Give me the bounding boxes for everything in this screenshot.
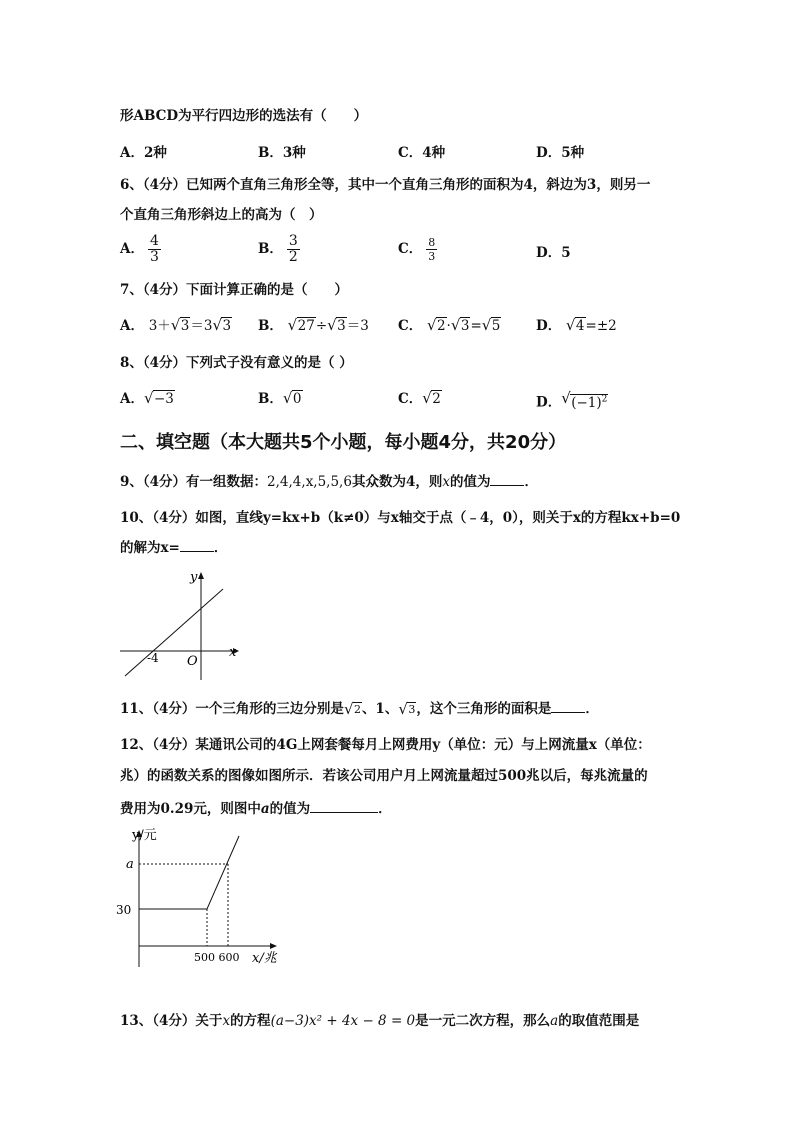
q11-prefix: 11、（4分）一个三角形的三边分别是 (120, 701, 344, 717)
q8-option-b (258, 389, 303, 409)
q11-answer-blank[interactable] (551, 698, 585, 713)
q7-c-operator: · (446, 318, 451, 334)
q8-option-b-label: B． (258, 391, 283, 407)
q10-line2-prefix: 的解为x= (120, 540, 180, 556)
q7-c-radicand2: 3 (460, 318, 470, 334)
q7-option-a-label: A． (120, 318, 144, 334)
q5-option-b: B．3种 (258, 145, 306, 161)
q9-post: 的值为 (449, 474, 491, 490)
q8-d-base: (−1) (571, 394, 602, 411)
q12-stem-line2: 兆）的函数关系的图像如图所示．若该公司用户月上网流量超过500兆以后，每兆流量的 (120, 768, 648, 784)
q11-radical1 (344, 700, 362, 720)
q13-mid: 的方程 (230, 1013, 271, 1029)
q13-end: 的取值范围是 (558, 1013, 640, 1029)
q8-a-radicand: −3 (153, 391, 174, 407)
q6-a-numerator: 4 (149, 233, 159, 249)
q10-origin-label: O (187, 654, 198, 669)
q8-option-d-label: D． (536, 394, 562, 411)
q8-option-a (120, 389, 175, 409)
q9-variable: x (442, 474, 450, 490)
q7-option-d (536, 316, 617, 336)
q12-stem-line1: 12、（4分）某通讯公司的4G上网套餐每月上网费用y（单位：元）与上网流量x（单位： (120, 737, 651, 753)
q6-option-d: D．5 (536, 245, 571, 261)
q7-b-radical2 (327, 316, 347, 336)
q12-stem-line3 (120, 798, 392, 819)
q12-variable-a: a (260, 801, 270, 817)
q8-a-radical (144, 389, 175, 409)
q7-a-prefix: 3＋ (148, 318, 171, 334)
q12-answer-blank[interactable] (310, 798, 378, 813)
q6-c-numerator: 8 (428, 236, 436, 249)
q7-a-radicand2: 3 (222, 318, 232, 334)
q11-end: ． (585, 701, 599, 717)
q6-option-c-label: C． (398, 241, 423, 257)
q8-stem: 8、（4分）下列式子没有意义的是（ ） (120, 355, 353, 371)
q8-option-c (398, 389, 442, 409)
q12-30-label: 30 (116, 903, 132, 917)
q6-b-numerator: 3 (288, 233, 298, 249)
q7-d-radicand: 4 (575, 318, 585, 334)
q10-line-graph (125, 589, 223, 676)
q13-variable-a: a (550, 1013, 559, 1029)
q9-answer-blank[interactable] (490, 471, 524, 486)
q6-option-b-label: B． (258, 241, 283, 257)
q8-c-radical (422, 389, 442, 409)
q7-a-equals: ＝3 (190, 318, 213, 334)
q11-radical2 (398, 700, 416, 720)
q8-b-radicand: 0 (292, 391, 302, 407)
q12-line3-prefix: 费用为0.29元，则图中 (120, 801, 261, 817)
q8-option-c-label: C． (398, 391, 423, 407)
q7-a-radicand1: 3 (180, 318, 190, 334)
q10-intercept-label: -4 (147, 651, 159, 665)
q8-c-radicand: 2 (432, 391, 441, 407)
q5-stem-tail: 形ABCD为平行四边形的选法有（ ） (120, 108, 368, 124)
q6-c-denominator: 3 (428, 250, 436, 263)
q7-b-radicand2: 3 (337, 318, 346, 334)
q7-option-c (398, 316, 501, 336)
q5-option-a: A．2种 (120, 145, 167, 161)
q9-end: ． (524, 474, 538, 490)
q7-c-radical1 (427, 316, 447, 336)
q7-a-radical2 (212, 316, 232, 336)
q13-variable-x: x (222, 1013, 231, 1029)
q6-b-denominator: 2 (288, 249, 298, 265)
q6-stem-line1: 6、（4分）已知两个直角三角形全等，其中一个直角三角形的面积为4，斜边为3，则另一 (120, 177, 651, 193)
q7-b-operator: ÷ (315, 318, 328, 334)
q7-option-d-label: D． (536, 318, 562, 334)
q8-d-radical (561, 389, 608, 413)
q8-d-exponent: 2 (601, 394, 608, 404)
q7-c-radicand3: 5 (491, 318, 501, 334)
q6-option-b (258, 234, 300, 265)
q7-c-radical2 (451, 316, 471, 336)
q10-stem-line2 (120, 537, 227, 558)
q8-b-radical (283, 389, 303, 409)
q6-option-a-fraction (148, 234, 161, 265)
q10-stem-line1: 10、（4分）如图，直线y=kx+b（k≠0）与x轴交于点（﹣4，0），则关于x的方程kx+b=0 (120, 510, 681, 526)
q7-b-radical1 (288, 316, 316, 336)
q7-c-radicand1: 2 (436, 318, 446, 334)
q7-d-radical (566, 316, 586, 336)
q10-answer-blank[interactable] (180, 537, 214, 552)
q7-a-radical1 (171, 316, 191, 336)
q11-stem (120, 698, 599, 720)
q12-graph (112, 823, 292, 973)
q12-line3-end: ． (378, 801, 392, 817)
section-2-heading: 二、填空题（本大题共5个小题，每小题4分，共20分） (120, 432, 567, 453)
q10-y-arrow-icon (198, 572, 204, 579)
q11-radicand1: 2 (353, 703, 361, 716)
q7-stem: 7、（4分）下面计算正确的是（ ） (120, 282, 349, 298)
q6-option-c-fraction (426, 236, 437, 263)
q7-d-result: =±2 (585, 318, 617, 334)
q12-x-arrow-icon (270, 943, 277, 949)
q10-graph (115, 565, 250, 685)
q12-y-label: y/元 (132, 828, 157, 843)
q13-equation: (a−3)x² + 4x − 8 = 0 (270, 1013, 416, 1029)
q12-x-label: x/兆 (252, 951, 277, 966)
q10-y-label: y (190, 570, 198, 585)
q12-function-line (139, 836, 239, 909)
q9-prefix: 9、（4分）有一组数据： (120, 474, 268, 490)
q11-radicand2: 3 (408, 703, 416, 716)
q13-stem (120, 1011, 639, 1031)
q7-b-result: ＝3 (346, 318, 369, 334)
q7-option-c-label: C． (398, 318, 423, 334)
q8-d-radicand (570, 394, 608, 411)
q9-stem (120, 471, 538, 492)
q9-mid: 其众数为4，则 (351, 474, 443, 490)
q10-x-label: x (229, 645, 237, 660)
q10-line2-end: ． (213, 540, 228, 556)
q8-option-a-label: A． (120, 391, 144, 407)
q12-line3-post: 的值为 (269, 801, 311, 817)
q9-data: 2,4,4,x,5,5,6 (267, 474, 352, 490)
q13-post: 是一元二次方程，那么 (415, 1013, 551, 1029)
q7-c-equals: = (470, 318, 482, 334)
q7-c-radical3 (482, 316, 502, 336)
q6-option-b-fraction (287, 234, 300, 265)
q5-option-d: D．5种 (536, 145, 585, 161)
q7-option-b-label: B． (258, 318, 283, 334)
q12-a-label: a (126, 857, 134, 872)
q6-a-denominator: 3 (149, 249, 159, 265)
q11-post: ，这个三角形的面积是 (416, 701, 552, 717)
q6-stem-line2: 个直角三角形斜边上的高为（ ） (120, 207, 323, 223)
q6-option-a-label: A． (120, 241, 144, 257)
q12-x-tick-labels: 500 600 (194, 951, 240, 964)
q13-prefix: 13、（4分）关于 (120, 1013, 223, 1029)
q7-option-a (120, 316, 232, 336)
q5-option-c: C．4种 (398, 145, 446, 161)
q7-b-radicand1: 27 (297, 318, 315, 334)
q8-option-d (536, 389, 608, 413)
q6-option-a (120, 234, 161, 265)
q6-option-c (398, 236, 437, 263)
q7-option-b (258, 316, 369, 336)
q11-mid: 、1、 (361, 701, 399, 717)
